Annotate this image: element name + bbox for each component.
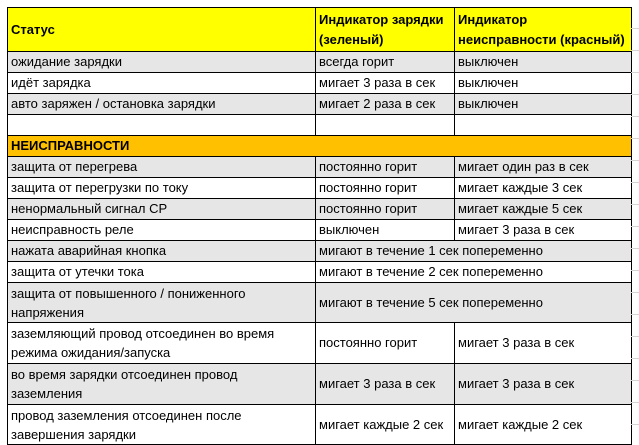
table-row [8, 283, 632, 323]
empty-cell[interactable] [8, 115, 316, 136]
table-row [8, 94, 632, 115]
fault-indicator-cell[interactable]: выключен [455, 94, 632, 115]
fault-indicator-cell[interactable]: мигает 3 раза в сек [455, 323, 632, 364]
charge-indicator-cell[interactable]: всегда горит [316, 52, 455, 73]
charge-indicator-cell[interactable]: постоянно горит [316, 199, 455, 220]
status-cell[interactable]: нажата аварийная кнопка [8, 241, 316, 262]
table-row [8, 323, 632, 364]
merged-indicator-cell[interactable]: мигают в течение 5 сек попеременно [316, 283, 632, 323]
status-cell[interactable]: защита от перегрева [8, 157, 316, 178]
empty-cell[interactable] [455, 115, 632, 136]
table-row [8, 220, 632, 241]
fault-indicator-cell[interactable]: мигает 3 раза в сек [455, 364, 632, 405]
table-row [8, 364, 632, 405]
charge-indicator-cell[interactable]: постоянно горит [316, 178, 455, 199]
empty-row [8, 115, 632, 136]
gridline-overflow [631, 7, 639, 437]
indicator-table [7, 7, 632, 445]
table-row [8, 199, 632, 220]
fault-indicator-cell[interactable]: мигает каждые 5 сек [455, 199, 632, 220]
table-row [8, 241, 632, 262]
table-row [8, 178, 632, 199]
charge-indicator-cell[interactable]: мигает 2 раза в сек [316, 94, 455, 115]
fault-indicator-cell[interactable]: мигает каждые 2 сек [455, 405, 632, 445]
charge-indicator-cell[interactable]: мигает каждые 2 сек [316, 405, 455, 445]
charge-indicator-cell[interactable]: мигает 3 раза в сек [316, 364, 455, 405]
status-cell[interactable]: провод заземления отсоединен после завершения зарядки [8, 405, 316, 445]
status-cell[interactable]: заземляющий провод отсоединен во время режима ожидания/запуска [8, 323, 316, 364]
status-cell[interactable]: защита от утечки тока [8, 262, 316, 283]
header-status-cell[interactable]: Статус [8, 8, 316, 52]
table-row [8, 405, 632, 445]
header-charge-indicator-cell[interactable]: Индикатор зарядки (зеленый) [316, 8, 455, 52]
fault-indicator-cell[interactable]: мигает 3 раза в сек [455, 220, 632, 241]
status-cell[interactable]: защита от повышенного / пониженного напряжения [8, 283, 316, 323]
charge-indicator-cell[interactable]: выключен [316, 220, 455, 241]
merged-indicator-cell[interactable]: мигают в течение 2 сек попеременно [316, 262, 632, 283]
faults-section-title[interactable]: НЕИСПРАВНОСТИ [8, 136, 632, 157]
empty-cell[interactable] [316, 115, 455, 136]
table-row [8, 157, 632, 178]
table-row [8, 262, 632, 283]
status-cell[interactable]: авто заряжен / остановка зарядки [8, 94, 316, 115]
charge-indicator-cell[interactable]: мигает 3 раза в сек [316, 73, 455, 94]
status-cell[interactable]: идёт зарядка [8, 73, 316, 94]
table-row [8, 73, 632, 94]
charge-indicator-cell[interactable]: постоянно горит [316, 323, 455, 364]
faults-section-row [8, 136, 632, 157]
status-cell[interactable]: защита от перегрузки по току [8, 178, 316, 199]
header-row [8, 8, 632, 52]
status-cell[interactable]: во время зарядки отсоединен провод заземления [8, 364, 316, 405]
merged-indicator-cell[interactable]: мигают в течение 1 сек попеременно [316, 241, 632, 262]
fault-indicator-cell[interactable]: выключен [455, 52, 632, 73]
status-cell[interactable]: ненормальный сигнал CP [8, 199, 316, 220]
fault-indicator-cell[interactable]: мигает один раз в сек [455, 157, 632, 178]
table-row [8, 52, 632, 73]
charge-indicator-cell[interactable]: постоянно горит [316, 157, 455, 178]
status-cell[interactable]: ожидание зарядки [8, 52, 316, 73]
status-cell[interactable]: неисправность реле [8, 220, 316, 241]
fault-indicator-cell[interactable]: мигает каждые 3 сек [455, 178, 632, 199]
fault-indicator-cell[interactable]: выключен [455, 73, 632, 94]
header-fault-indicator-cell[interactable]: Индикатор неисправности (красный) [455, 8, 632, 52]
